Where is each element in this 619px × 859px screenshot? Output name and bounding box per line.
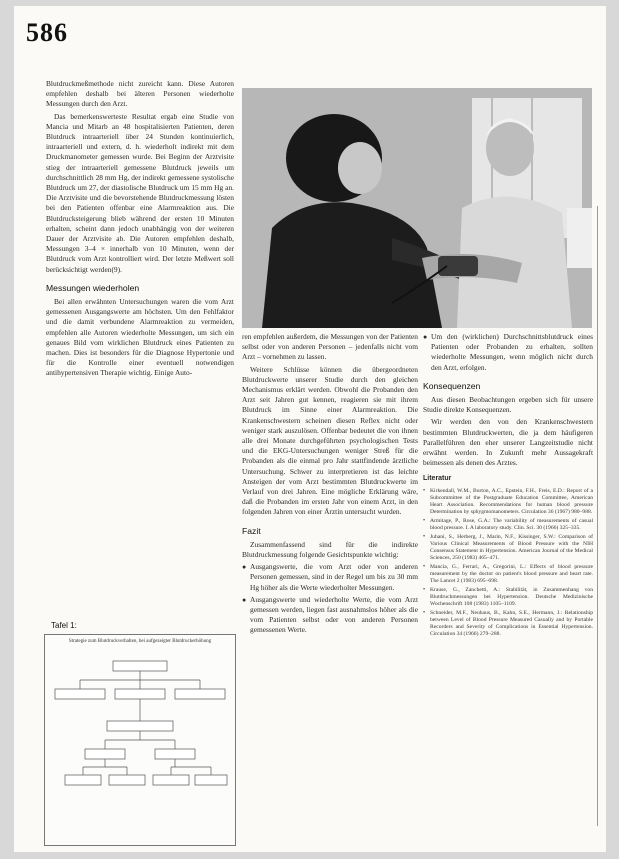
fazit-bullet-list	[242, 562, 418, 635]
col1-paragraph-3: Bei allen erwähnten Untersuchungen waren die vom Arzt gemessenen Ausgangswerte am höchsten. Um den Fehlfaktor und die damit verbundene Alarmreaktion zu vermeiden, empfehlen alle Autoren wiederholte Messungen, um sich ein genaues Bild vom wirklichen Blutdruck eines Patienten zu machen. Dies ist besonders für die Diagnose Hypertonie und für die Kontrolle einer eventuell notwendigen antihypertensiven Therapie wichtig. Einige Auto-	[46, 297, 234, 378]
doctor-patient-photo	[242, 88, 592, 328]
reference-list	[423, 488, 593, 638]
reference-item: • Schneider, M.F., Neuhaus, B., Kahn, S.E., Hermann, J.: Relationship between Level of Blood Pressure Measured Casually and by Portable Recorders and Severity of Complications in Essential Hypertension. Circulation 34 (1966) 279–288.	[423, 610, 593, 638]
reference-item: • Mancia, G., Ferrari, A., Gregorini, L.: Effects of blood pressure measurement by the doctor on patient's blood pressure and heart rate. The Lancet 2 (1983) 695–698.	[423, 564, 593, 585]
column-3	[423, 332, 593, 640]
flowchart-diagram	[45, 645, 235, 845]
reference-item: • Krause, G., Zanchetti, A.: Stabilität, in Zusammenhang von Blutdruckmessungen bei Hypertension. Deutsche Medizinische Wochenschrift 108 (1983) 1105–1109.	[423, 587, 593, 608]
blood-pressure-measurement-image	[242, 88, 592, 328]
journal-page	[14, 6, 606, 852]
col2-paragraph-1: ren empfehlen außerdem, die Messungen von der Patienten selbst oder von anderen Personen – jedenfalls nicht vom Arzt – vornehmen zu lassen.	[242, 332, 418, 362]
col1-paragraph-1: Blutdruckmeßmethode nicht zureicht kann. Diese Autoren empfehlen deshalb bei älteren Personen wiederholte Messungen durch den Arzt.	[46, 79, 234, 109]
fazit-bullet: ● Ausgangswerte, die vom Arzt oder von anderen Personen gemessen, sind in der Regel um bis zu 30 mm Hg höher als die Werte wiederholter Messungen.	[242, 562, 418, 593]
fazit-bullet: ● Ausgangswerte und wiederholte Werte, die vom Arzt gemessen werden, liegen fast ausnahmslos höher als die vom Patienten selbst oder von anderen Personen gemessenen Werte.	[242, 595, 418, 636]
section-heading-fazit: Fazit	[242, 525, 261, 536]
reference-item: • Armitage, P., Rose, G.A.: The variability of measurements of casual blood pressure. I. A laboratory study. Clin. Sci. 30 (1966) 325–335.	[423, 518, 593, 532]
fazit-bullet-list-continued	[423, 332, 593, 373]
page-number: 586	[26, 18, 68, 47]
col3-paragraph-1: Aus diesen Beobachtungen ergeben sich für unsere Studie direkte Konsequenzen.	[423, 395, 593, 415]
reference-item: • Kirkendall, W.M., Burton, A.C., Epstein, F.H., Freis, E.D.: Report of a Subcommittee of the Postgraduate Education Committee, American Heart Association. Recommendations for human blood pressure Determination by sphygmomanometers. Circulation 36 (1967) 980–988.	[423, 488, 593, 516]
fazit-bullet: ● Um den (wirklichen) Durchschnittsblutdruck eines Patienten oder Probanden zu erhalten, sollten wiederholte Messungen, wenn möglich nicht durch den Arzt, erfolgen.	[423, 332, 593, 373]
column-2	[242, 332, 418, 638]
col2-intro: Zusammenfassend sind für die indirekte Blutdruckmessung folgende Gesichtspunkte wichtig:	[242, 539, 418, 560]
references-heading: Literatur	[423, 475, 452, 483]
table-title: Tafel 1:	[51, 621, 77, 630]
col3-paragraph-2: Wir werden den von den Krankenschwestern bestimmten Blutdruckwerten, die ja dem häufigeren Parallelführen den eher unserer Langzeitstudie nicht erwähnt werden. In Zukunft mehr Aussagekraft beimessen als denen des Arztes.	[423, 417, 593, 468]
section-heading-messungen: Messungen wiederholen	[46, 282, 140, 293]
table-heading: Strategie zum Blutdruckverhalten, bei aufgezeigter Blutdruckerhöhung	[68, 639, 212, 644]
section-heading-konsequenzen: Konsequenzen	[423, 380, 481, 391]
column-1	[46, 79, 234, 381]
table-figure-1	[44, 621, 236, 846]
margin-rule	[597, 206, 598, 826]
col1-paragraph-2: Das bemerkenswerteste Resultat ergab eine Studie von Mancia und Mitarb an 48 hospitalisierten Patienten, deren Blutdruck intraarteriell über 24 Stunden kontinuierlich, intraarteriell und extern, d. h. wiederholt indirekt mit dem Druckmanometer gemessen wurde. Bei Beginn der Arztvisite stieg der intraarteriell gemessene Blutdruck jeweils um durchschnittlich 28 mm Hg, der indirekt gemessene systolische Blutdruck um 27, der diastolische Blutdruck um 15 mm Hg an. Die Arztvisite und die bevorstehende Blutdruckmessung lösten bei den Patienten offenbar eine Alarmreaktion aus. Die Blutdrucksteigerung blieb während der ersten 10 Minuten erhalten, scheint dann jedoch unabhängig von der weiteren Dauer der Arztvisite ab. Die Autoren empfehlen deshalb, Messungen 3–4 × innerhalb von 10 Minuten, wenn der Blutdruck vom Arzt kontrolliert wird. Der letzte Meßwert soll berücksichtigt werden(9).	[46, 111, 234, 274]
reference-item: • Juhani, S., Herberg, J., Marin, N.F., Kissinger, S.W.: Comparison of Various Clinical Measurements of Blood Pressure with the NIH Consensus Statement in Hypertension. American Journal of the Medical Sciences, 250 (1983) 465–471.	[423, 534, 593, 562]
col2-paragraph-2: Weitere Schlüsse können die übergeordneten Blutdruckwerte unserer Studie durch den gleichen Mechanismus erklärt werden. Obwohl die Probanden den Arzt seit Jahren gut kennen, reagieren sie mit ihrem Blutdruck im Sinne einer Alarmreaktion. Die Krankenschwestern scheinen diesen Reflex nicht oder weniger stark auszulösen. Offenbar bedeutet die von ihnen alle drei Monate durchgeführten psychologischen Tests und die EKG-Untersuchungen weniger Streß für die Probanden als die einmal pro Jahr stattfindende ärztliche Untersuchung. Schwer zu interpretieren ist das leichte Ansteigen der vom Arzt bestimmten Blutdruckwerte im Verlauf von drei Jahren. Eine mögliche Erklärung wäre, daß die Probanden im ersten Jahr von einem Arzt, in den folgenden Jahren von einer Ärztin untersucht wurden.	[242, 364, 418, 517]
